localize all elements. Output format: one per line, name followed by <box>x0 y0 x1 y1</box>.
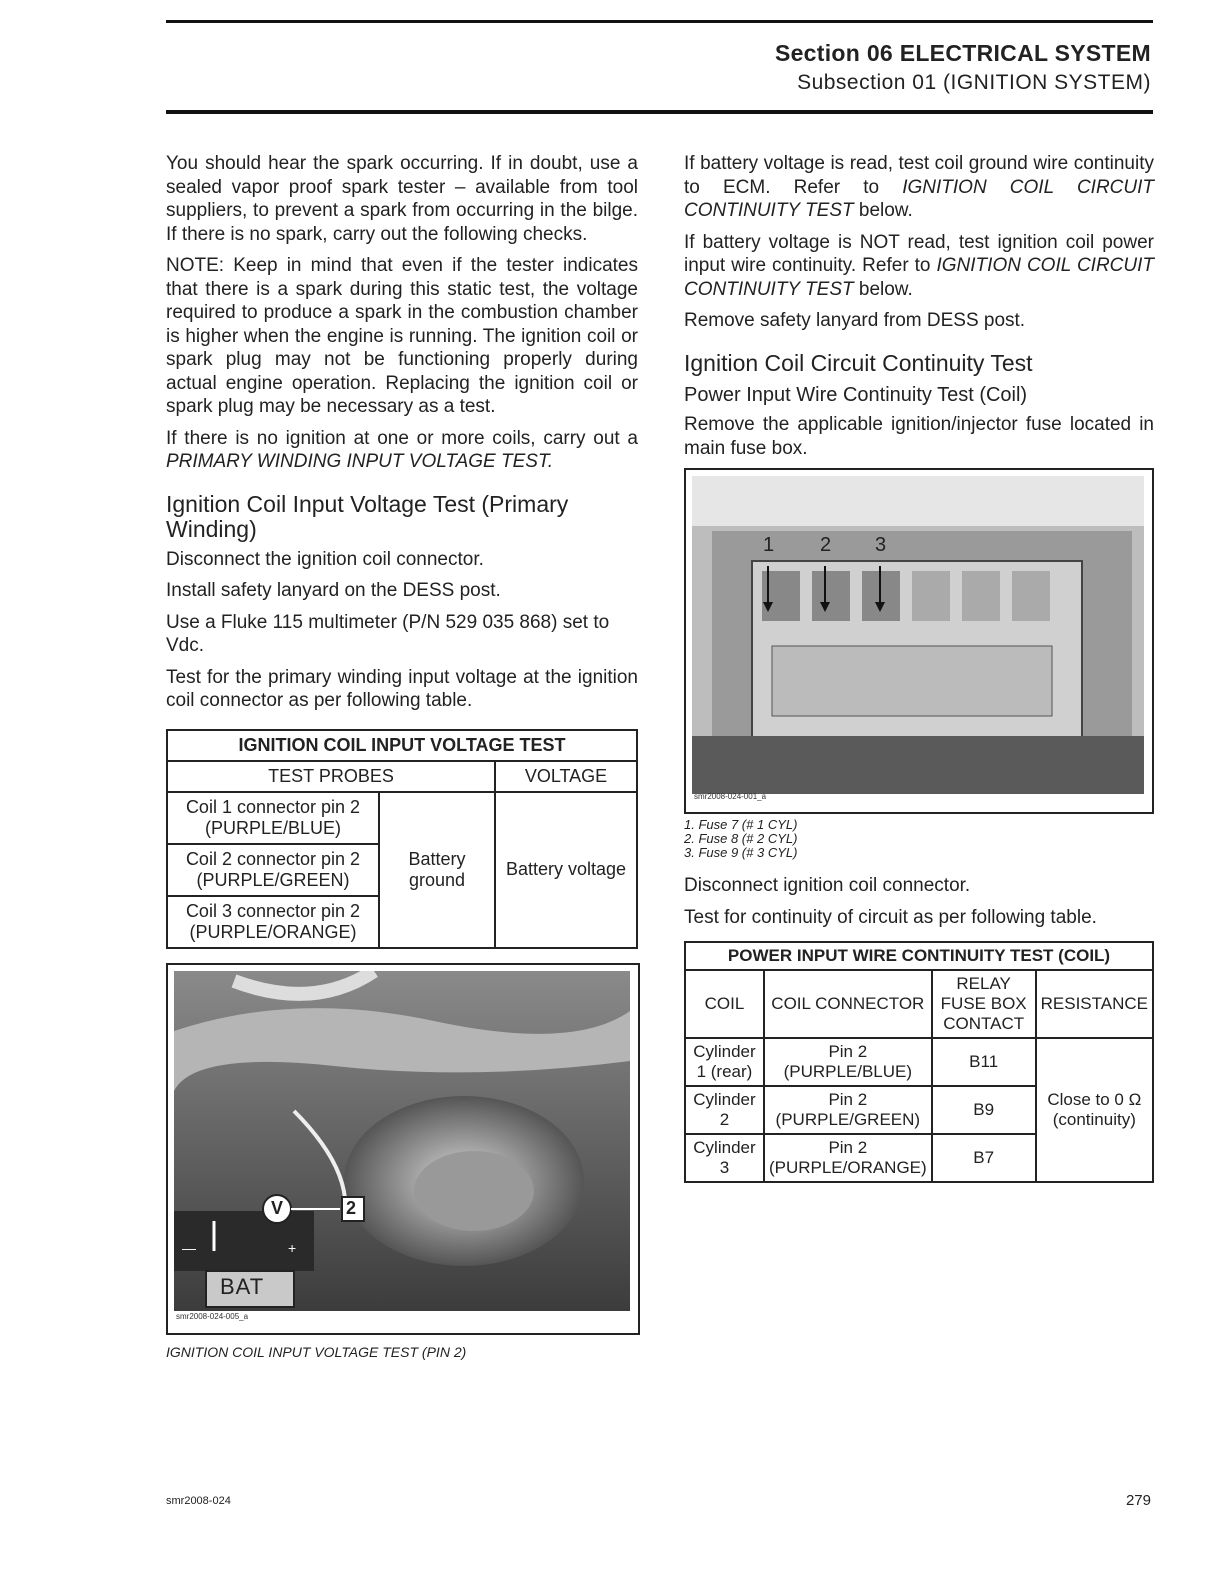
top-rule <box>166 20 1153 23</box>
table-title: IGNITION COIL INPUT VOLTAGE TEST <box>167 730 637 761</box>
multimeter-test-photo <box>166 963 640 1335</box>
column-header: VOLTAGE <box>495 761 637 792</box>
pin-label: 2 <box>346 1197 357 1218</box>
battery-positive-label: + <box>288 1239 297 1256</box>
table-cell: Coil 2 connector pin 2 (PURPLE/GREEN) <box>167 844 379 896</box>
photo-legend <box>684 818 1154 860</box>
right-column <box>684 152 1154 1183</box>
text: below. <box>853 278 913 300</box>
table-cell: Cylinder 1 (rear) <box>685 1038 764 1086</box>
note-paragraph: NOTE: Keep in mind that even if the tester indicates that there is a spark during this static test, the voltage required to produce a spark in the combustion chamber is higher when the engine is running. The ignition coil or spark plug may not be functioning properly during actual engine operation. Replacing the ignition coil or spark plug may be necessary as a test. <box>166 255 638 417</box>
table-cell: Coil 3 connector pin 2 (PURPLE/ORANGE) <box>167 896 379 948</box>
table-cell: Close to 0 Ω (continuity) <box>1036 1038 1153 1182</box>
heading-input-voltage-test: Ignition Coil Input Voltage Test (Primary Winding) <box>166 490 569 542</box>
legend-item: 2. Fuse 8 (# 2 CYL) <box>684 831 798 846</box>
page-number: 279 <box>1125 1492 1151 1509</box>
continuity-table <box>684 941 1154 1183</box>
table-cell: Pin 2 (PURPLE/ORANGE) <box>764 1134 932 1182</box>
table-cell: B11 <box>932 1038 1036 1086</box>
fuse-box-illustration <box>692 476 1144 794</box>
step-disconnect: Disconnect the ignition coil connector. <box>166 548 484 570</box>
column-header: COIL CONNECTOR <box>764 970 932 1038</box>
input-voltage-table <box>166 729 638 949</box>
battery-negative-label: — <box>182 1239 196 1256</box>
paragraph-no-ignition <box>166 427 638 474</box>
photo-caption: IGNITION COIL INPUT VOLTAGE TEST (PIN 2) <box>166 1343 467 1360</box>
table-cell: B9 <box>932 1086 1036 1134</box>
reference-link: IGNITION COIL CIRCUIT CONTINUITY TEST <box>684 176 1154 221</box>
section-title: Section 06 ELECTRICAL SYSTEM <box>774 40 1151 66</box>
column-header: TEST PROBES <box>167 761 495 792</box>
column-header: RELAY FUSE BOX CONTACT <box>932 970 1036 1038</box>
table-cell: B7 <box>932 1134 1036 1182</box>
table-cell: Pin 2 (PURPLE/BLUE) <box>764 1038 932 1086</box>
voltmeter-label: V <box>271 1197 284 1218</box>
reference-link: IGNITION COIL CIRCUIT CONTINUITY TEST <box>684 255 1154 300</box>
step-remove-lanyard: Remove safety lanyard from DESS post. <box>684 310 1026 331</box>
step-remove-fuse: Remove the applicable ignition/injector fuse located in main fuse box. <box>684 414 1154 459</box>
legend-item: 3. Fuse 9 (# 3 CYL) <box>684 845 798 860</box>
text: If battery voltage is read, test coil ground wire continuity to ECM. Refer to <box>684 153 1154 198</box>
subheading-power-input: Power Input Wire Continuity Test (Coil) <box>684 383 1028 406</box>
image-code: smr2008-024-001_a <box>694 791 767 801</box>
page-header <box>775 40 1151 95</box>
callout-3: 3 <box>875 534 887 556</box>
table-cell: Pin 2 (PURPLE/GREEN) <box>764 1086 932 1134</box>
document-code: smr2008-024 <box>166 1495 231 1507</box>
subsection-title: Subsection 01 (IGNITION SYSTEM) <box>797 71 1151 94</box>
engine-photo-illustration <box>174 971 630 1311</box>
step-test: Test for the primary winding input voltage at the ignition coil connector as per following table. <box>166 666 638 711</box>
callout-1: 1 <box>763 534 775 556</box>
column-header: RESISTANCE <box>1036 970 1153 1038</box>
column-header: COIL <box>685 970 764 1038</box>
table-cell: Battery ground <box>379 792 495 948</box>
paragraph-battery-read <box>684 152 1154 223</box>
left-column <box>166 152 638 1364</box>
table-cell: Battery voltage <box>495 792 637 948</box>
header-rule <box>166 110 1153 114</box>
table-title: POWER INPUT WIRE CONTINUITY TEST (COIL) <box>685 942 1153 970</box>
text: If there is no ignition at one or more coils, carry out a <box>166 427 638 449</box>
step-install-lanyard: Install safety lanyard on the DESS post. <box>166 580 501 601</box>
legend-item: 1. Fuse 7 (# 1 CYL) <box>684 817 798 832</box>
table-cell: Cylinder 3 <box>685 1134 764 1182</box>
step-disconnect-coil: Disconnect ignition coil connector. <box>684 875 971 896</box>
step-multimeter: Use a Fluke 115 multimeter (P/N 529 035 868) set to Vdc. <box>166 611 610 656</box>
step-test-continuity: Test for continuity of circuit as per following table. <box>684 906 1097 928</box>
reference-link: PRIMARY WINDING INPUT VOLTAGE TEST. <box>166 451 554 472</box>
table-cell: Coil 1 connector pin 2 (PURPLE/BLUE) <box>167 792 379 844</box>
text: below. <box>853 200 913 221</box>
heading-continuity-test: Ignition Coil Circuit Continuity Test <box>684 349 1033 376</box>
table-cell: Cylinder 2 <box>685 1086 764 1134</box>
paragraph-spark: You should hear the spark occurring. If in doubt, use a sealed vapor proof spark tester – available from tool suppliers, to prevent a spark from occurring in the bilge. If there is no spark, carry out the following checks. <box>166 153 638 245</box>
battery-label: BAT <box>220 1273 265 1299</box>
fuse-box-photo <box>684 468 1154 814</box>
image-code: smr2008-024-005_a <box>176 1312 249 1321</box>
text: If battery voltage is NOT read, test ignition coil power input wire continuity. Refer to <box>684 231 1154 276</box>
paragraph-battery-not-read <box>684 231 1154 302</box>
callout-2: 2 <box>820 534 832 556</box>
